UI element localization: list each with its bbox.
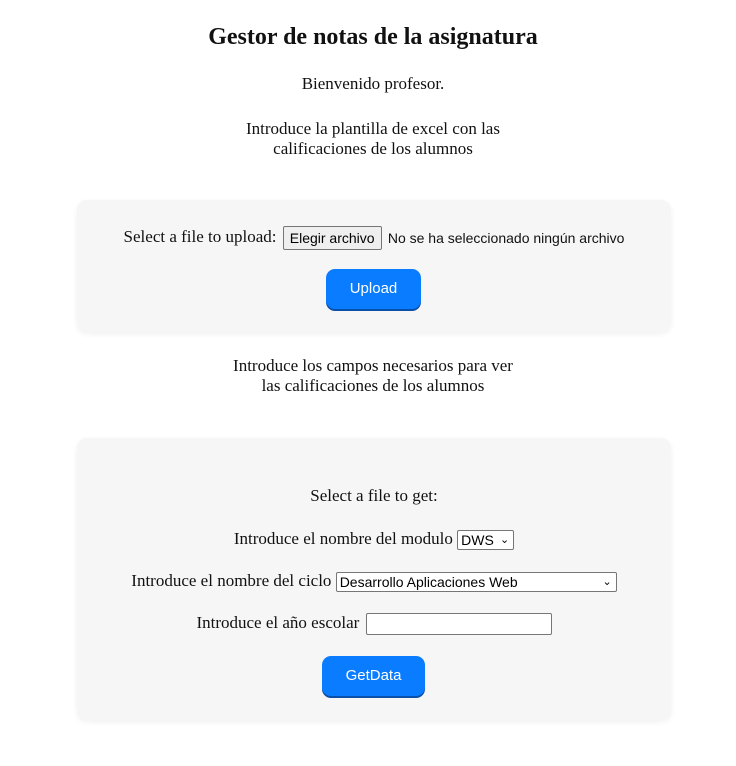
modulo-label: Introduce el nombre del modulo (233, 529, 453, 548)
file-upload-row (77, 226, 671, 250)
upload-button[interactable]: Upload (326, 269, 421, 309)
ciclo-select[interactable] (336, 572, 617, 592)
get-form-card (77, 438, 671, 720)
upload-instructions-line-2: calificaciones de los alumnos (273, 139, 473, 158)
getdata-button[interactable]: GetData (322, 656, 425, 696)
get-instructions-line-2: las calificaciones de los alumnos (261, 376, 485, 395)
chevron-down-icon: ⌄ (499, 534, 510, 547)
ciclo-row (77, 570, 671, 592)
modulo-row (77, 528, 671, 550)
modulo-select-value: DWS (461, 532, 494, 549)
ciclo-select-value: Desarrollo Aplicaciones Web (339, 574, 518, 591)
anio-input[interactable] (366, 613, 552, 635)
get-instructions (0, 356, 736, 396)
modulo-select[interactable] (457, 530, 514, 550)
upload-instructions-line-1: Introduce la plantilla de excel con las (246, 119, 500, 138)
choose-file-button[interactable]: Elegir archivo (283, 226, 382, 250)
ciclo-label: Introduce el nombre del ciclo (131, 571, 332, 590)
file-status-text: No se ha seleccionado ningún archivo (387, 230, 625, 246)
upload-form-card (77, 200, 671, 332)
page-title: Gestor de notas de la asignatura (208, 24, 538, 50)
get-form-label: Select a file to get: (310, 486, 438, 505)
anio-label: Introduce el año escolar (196, 613, 360, 632)
chevron-down-icon: ⌄ (602, 576, 612, 589)
file-upload-label: Select a file to upload: (123, 226, 277, 246)
get-instructions-line-1: Introduce los campos necesarios para ver (233, 356, 513, 375)
upload-instructions (0, 119, 736, 159)
anio-row (77, 612, 671, 635)
welcome-text: Bienvenido profesor. (301, 74, 445, 93)
